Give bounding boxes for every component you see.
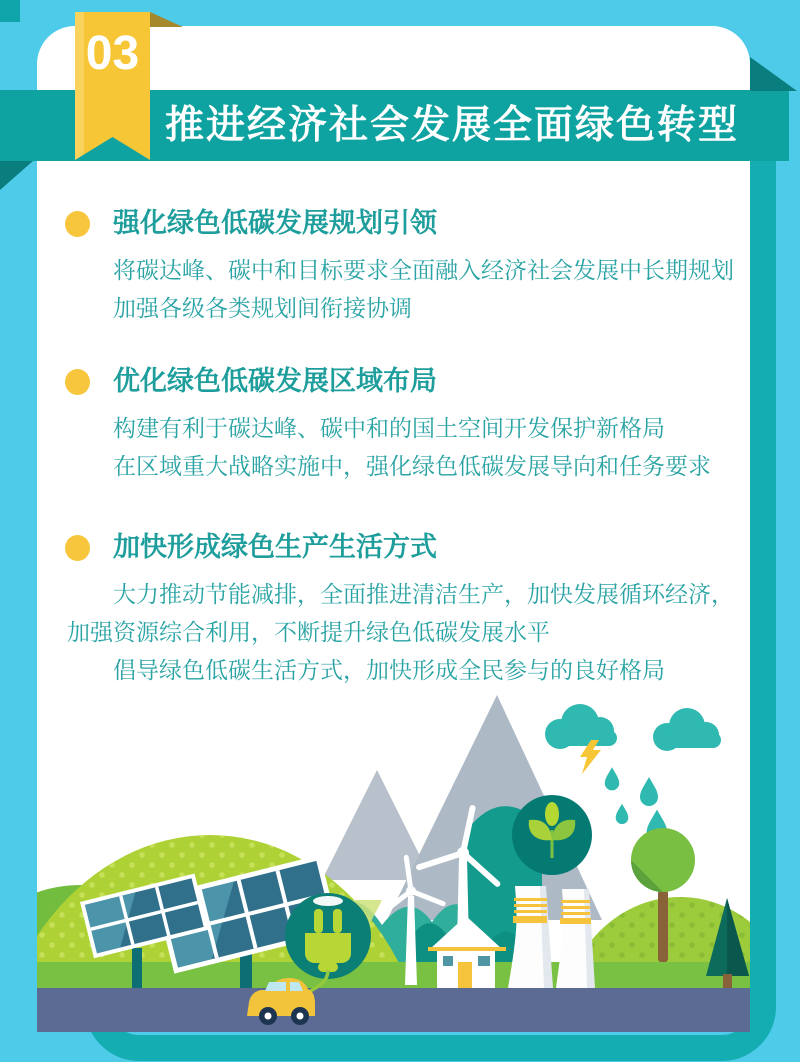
bullet-dot-icon xyxy=(65,535,90,561)
section-line: 将碳达峰、碳中和目标要求全面融入经济社会发展中长期规划 xyxy=(113,257,734,283)
bullet-dot-icon xyxy=(65,211,90,237)
section-line: 大力推动节能减排，全面推进清洁生产，加快发展循环经济， xyxy=(113,581,734,607)
corner-accent-square xyxy=(0,0,20,22)
section-line: 构建有利于碳达峰、碳中和的国土空间开发保护新格局 xyxy=(113,415,665,441)
section-heading: 强化绿色低碳发展规划引领 xyxy=(113,208,437,238)
section-line: 加强资源综合利用，不断提升绿色低碳发展水平 xyxy=(67,619,550,645)
banner-fold-right xyxy=(750,57,797,91)
ribbon-fold xyxy=(150,12,183,27)
section-line: 倡导绿色低碳生活方式，加快形成全民参与的良好格局 xyxy=(113,657,665,683)
section-line: 加强各级各类规划间衔接协调 xyxy=(113,295,412,321)
bullet-dot-icon xyxy=(65,369,90,395)
section-heading: 加快形成绿色生产生活方式 xyxy=(113,532,437,562)
section-regional-layout xyxy=(113,366,745,485)
section-line: 在区域重大战略实施中，强化绿色低碳发展导向和任务要求 xyxy=(113,453,711,479)
cloud-icon xyxy=(653,708,721,751)
section-lifestyle xyxy=(67,532,745,689)
section-number: 03 xyxy=(85,27,140,80)
section-heading: 优化绿色低碳发展区域布局 xyxy=(113,366,437,396)
banner-fold-left xyxy=(0,161,33,190)
section-planning xyxy=(113,208,745,327)
ev-charging-plug-icon xyxy=(285,893,371,979)
page-title: 推进经济社会发展全面绿色转型 xyxy=(165,104,740,147)
green-development-illustration xyxy=(37,690,750,1032)
road xyxy=(37,988,750,1032)
leaf-badge-icon xyxy=(512,795,592,875)
ground xyxy=(37,962,750,990)
storm-cloud-icon xyxy=(545,704,617,774)
